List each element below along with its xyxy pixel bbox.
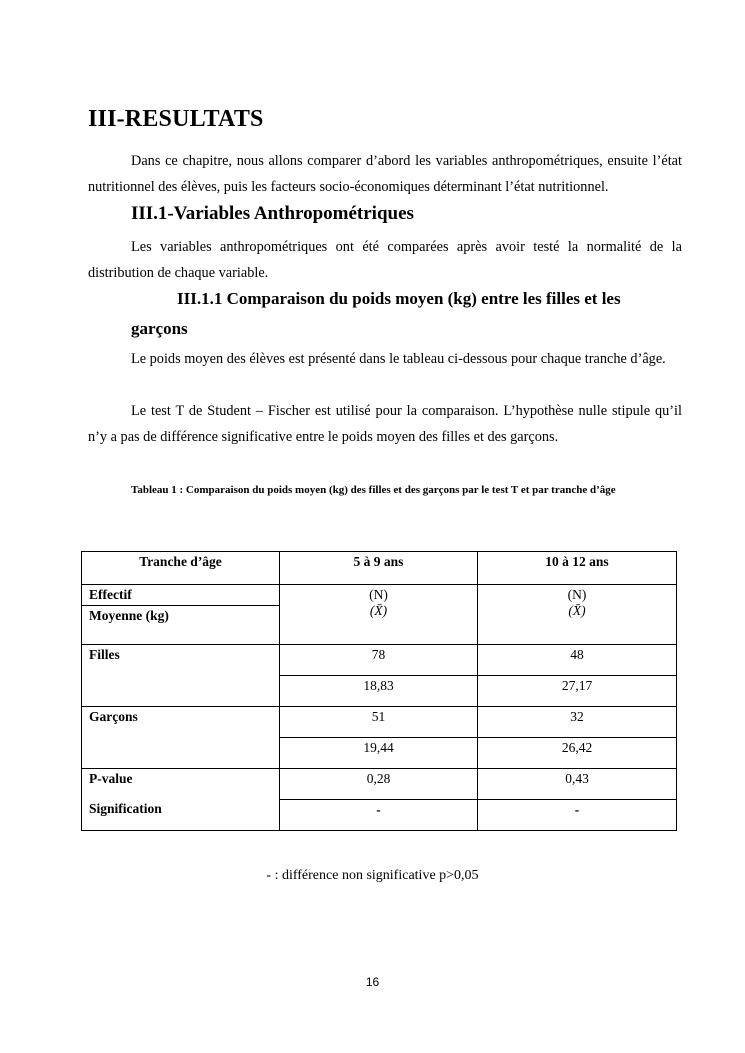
pvalue-signification-labels (82, 769, 280, 831)
subsection-title-line1: III.1.1 Comparaison du poids moyen (kg) entre les filles et les (177, 289, 621, 308)
table-row (82, 707, 677, 738)
table-row (82, 645, 677, 676)
page-heading: III-RESULTATS (88, 106, 264, 132)
symbols-cell-5-9 (280, 585, 478, 645)
garcons-mean-10-12: 26,42 (478, 738, 677, 769)
garcons-mean-5-9: 19,44 (280, 738, 478, 769)
signification-label: Signification (89, 801, 162, 816)
signification-5-9: - (280, 800, 478, 831)
table-header-row (82, 552, 677, 585)
n-symbol: (N) (567, 587, 587, 602)
filles-n-10-12: 48 (478, 645, 677, 676)
header-tranche: Tranche d’âge (82, 552, 280, 585)
moyenne-label: Moyenne (kg) (82, 606, 280, 645)
table-row (82, 585, 677, 606)
weight-comparison-table (81, 551, 677, 831)
section-title: III.1-Variables Anthropométriques (131, 203, 414, 224)
subsection-paragraph-2: Le test T de Student – Fischer est utilisé pour la comparaison. L’hypothèse nulle stipule qu’il n’y a pas de différence significative entre le poids moyen des filles et des garçons. (88, 403, 682, 445)
pvalue-10-12: 0,43 (478, 769, 677, 800)
filles-mean-10-12: 27,17 (478, 676, 677, 707)
filles-n-5-9: 78 (280, 645, 478, 676)
subsection-title-line2: garçons (131, 319, 188, 338)
mean-symbol: (X̄) (568, 603, 586, 618)
signification-10-12: - (478, 800, 677, 831)
garcons-n-10-12: 32 (478, 707, 677, 738)
header-5-9: 5 à 9 ans (280, 552, 478, 585)
garcons-label: Garçons (82, 707, 280, 769)
filles-label: Filles (82, 645, 280, 707)
pvalue-label: P-value (89, 771, 133, 786)
symbols-cell-10-12 (478, 585, 677, 645)
garcons-n-5-9: 51 (280, 707, 478, 738)
mean-symbol: (X̄) (369, 603, 388, 618)
filles-mean-5-9: 18,83 (280, 676, 478, 707)
table-caption: Tableau 1 : Comparaison du poids moyen (kg) des filles et des garçons par le test T et par tranche d’âge (131, 484, 616, 496)
intro-paragraph: Dans ce chapitre, nous allons comparer d’abord les variables anthropométriques, ensuite l’état nutritionnel des élèves, puis les facteurs socio-économiques déterminant l’état nutritionnel. (88, 153, 682, 195)
page-number: 16 (365, 975, 380, 989)
subsection-paragraph-1: Le poids moyen des élèves est présenté dans le tableau ci-dessous pour chaque tranche d’âge. (131, 351, 666, 367)
table-footnote: - : différence non significative p>0,05 (266, 868, 479, 883)
n-symbol: (N) (369, 587, 388, 602)
header-10-12: 10 à 12 ans (478, 552, 677, 585)
table-row (82, 769, 677, 800)
effectif-label: Effectif (82, 585, 280, 606)
section-paragraph: Les variables anthropométriques ont été comparées après avoir testé la normalité de la distribution de chaque variable. (88, 239, 682, 281)
pvalue-5-9: 0,28 (280, 769, 478, 800)
